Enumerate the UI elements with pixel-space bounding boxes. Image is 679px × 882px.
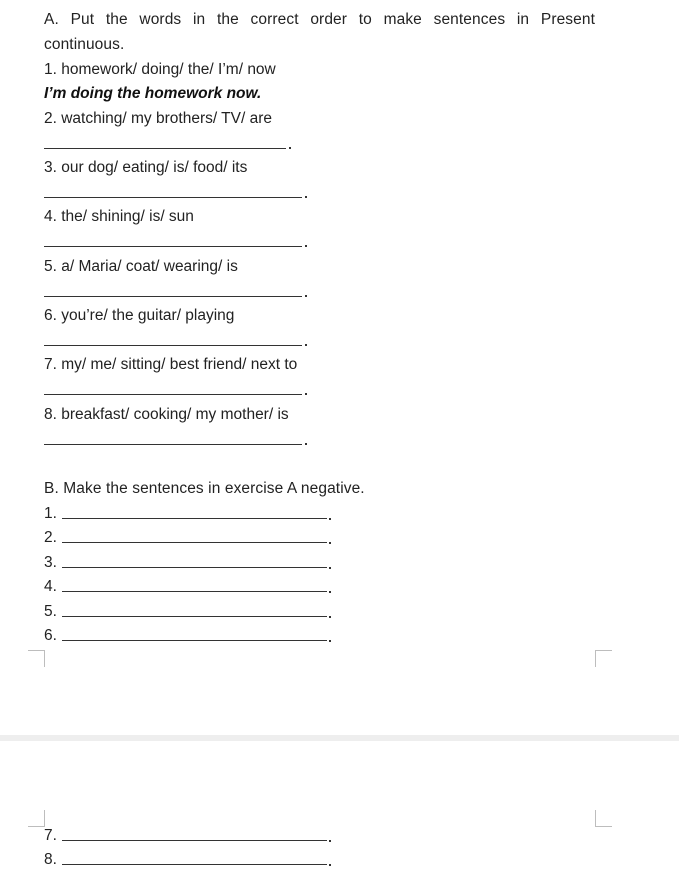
- exercise-a-prompt-4: 4. the/ shining/ is/ sun: [44, 208, 194, 225]
- page-2: [0, 741, 679, 882]
- period-mark: [329, 591, 331, 593]
- margin-corner-mark: [595, 650, 612, 667]
- exercise-a-answer-line-2[interactable]: [44, 147, 286, 149]
- exercise-b-answer-line-3[interactable]: [62, 567, 327, 568]
- exercise-a-heading-continued: continuous.: [44, 36, 125, 53]
- period-mark: [329, 640, 331, 642]
- period-mark: [305, 443, 307, 445]
- exercise-b-answer-line-5[interactable]: [62, 616, 327, 617]
- exercise-a-example-answer: I’m doing the homework now.: [44, 85, 262, 102]
- exercise-b-number-6: 6.: [44, 627, 57, 644]
- exercise-a-prompt-7: 7. my/ me/ sitting/ best friend/ next to: [44, 356, 298, 373]
- exercise-a-answer-line-5[interactable]: [44, 295, 302, 297]
- exercise-b-answer-line-6[interactable]: [62, 640, 327, 641]
- period-mark: [305, 196, 307, 198]
- exercise-a-answer-line-4[interactable]: [44, 245, 302, 247]
- exercise-b-heading: B. Make the sentences in exercise A negative.: [44, 480, 365, 497]
- margin-corner-mark: [595, 810, 612, 827]
- exercise-a-prompt-2: 2. watching/ my brothers/ TV/ are: [44, 110, 273, 127]
- period-mark: [305, 295, 307, 297]
- exercise-b-answer-line-8[interactable]: [62, 864, 327, 865]
- exercise-a-prompt-5: 5. a/ Maria/ coat/ wearing/ is: [44, 258, 238, 275]
- period-mark: [305, 245, 307, 247]
- exercise-b-number-8: 8.: [44, 851, 57, 868]
- period-mark: [329, 616, 331, 618]
- period-mark: [329, 840, 331, 842]
- exercise-b-answer-line-2[interactable]: [62, 542, 327, 543]
- exercise-a-heading: A. Put the words in the correct order to make sentences in Present: [44, 11, 595, 28]
- exercise-b-number-5: 5.: [44, 603, 57, 620]
- exercise-a-answer-line-7[interactable]: [44, 393, 302, 395]
- exercise-b-number-7: 7.: [44, 827, 57, 844]
- period-mark: [329, 542, 331, 544]
- period-mark: [305, 393, 307, 395]
- exercise-b-answer-line-4[interactable]: [62, 591, 327, 592]
- exercise-b-answer-line-1[interactable]: [62, 518, 327, 519]
- exercise-a-prompt-3: 3. our dog/ eating/ is/ food/ its: [44, 159, 248, 176]
- exercise-a-answer-line-8[interactable]: [44, 443, 302, 445]
- exercise-a-prompt-6: 6. you’re/ the guitar/ playing: [44, 307, 235, 324]
- exercise-b-number-3: 3.: [44, 554, 57, 571]
- exercise-a-prompt-1: 1. homework/ doing/ the/ I’m/ now: [44, 61, 276, 78]
- exercise-a-answer-line-6[interactable]: [44, 344, 302, 346]
- exercise-b-answer-line-7[interactable]: [62, 840, 327, 841]
- margin-corner-mark: [28, 650, 45, 667]
- margin-corner-mark: [28, 810, 45, 827]
- exercise-a-prompt-8: 8. breakfast/ cooking/ my mother/ is: [44, 406, 289, 423]
- period-mark: [329, 567, 331, 569]
- period-mark: [329, 518, 331, 520]
- period-mark: [329, 864, 331, 866]
- period-mark: [305, 344, 307, 346]
- exercise-b-number-1: 1.: [44, 505, 57, 522]
- period-mark: [289, 147, 291, 149]
- exercise-b-number-2: 2.: [44, 529, 57, 546]
- exercise-a-answer-line-3[interactable]: [44, 196, 302, 198]
- exercise-b-number-4: 4.: [44, 578, 57, 595]
